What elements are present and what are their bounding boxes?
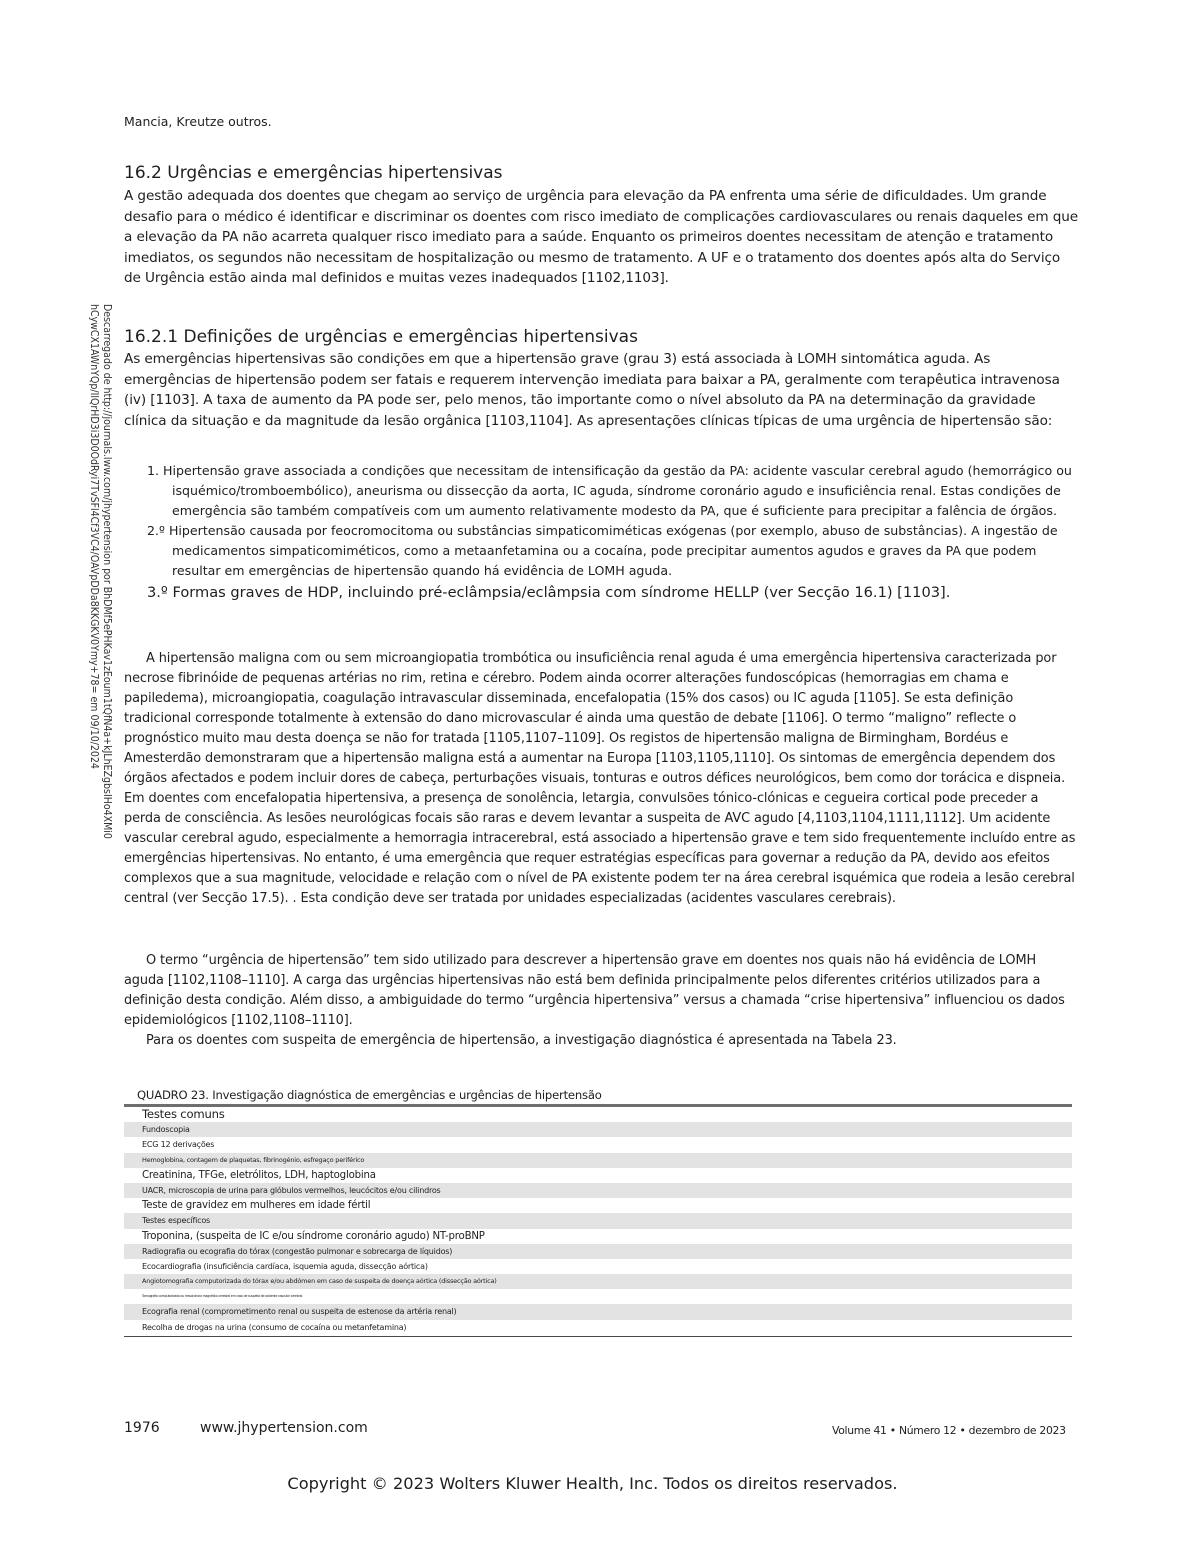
table-row: Ecocardiografia (insuficiência cardíaca, isquemia aguda, dissecção aórtica) [124, 1259, 1072, 1274]
page-number: 1976 [124, 1420, 160, 1436]
table-row: Testes específicos [124, 1213, 1072, 1228]
paragraph-diagnostic-reference: Para os doentes com suspeita de emergência de hipertensão, a investigação diagnóstica é apresentada na Tabela 23. [146, 1033, 897, 1048]
list-item: 3.º Formas graves de HDP, incluindo pré-eclâmpsia/eclâmpsia com síndrome HELLP (ver Secção 16.1) [1103]. [147, 584, 951, 601]
table-row: Recolha de drogas na urina (consumo de cocaína ou metanfetamina) [124, 1320, 1072, 1335]
diagnostic-table [124, 1104, 1072, 1337]
section-16-2-1-text: As emergências hipertensivas são condições em que a hipertensão grave (grau 3) está associada à LOMH sintomática aguda. As emergências de hipertensão podem ser fatais e requerem intervenção imediata para baixar a PA, geralmente com terapêutica intravenosa (iv) [1103]. A taxa de aumento da PA pode ser, pelo menos, tão importante como o nível absoluto da PA na determinação da gravidade clínica da situação e da magnitude da lesão orgânica [1103,1104]. As apresentações clínicas típicas de uma urgência de hipertensão são: [124, 351, 1060, 429]
list-item: 2.º Hipertensão causada por feocromocitoma ou substâncias simpaticomiméticas exógenas (por exemplo, abuso de substâncias). A ingestão de medicamentos simpaticomiméticos, como a metaanfetamina ou a cocaína, pode precipitar aumentos agudos e graves da PA que podem resultar em emergências de hipertensão quando há evidência de LOMH aguda. [147, 523, 1058, 578]
table-title: QUADRO 23. Investigação diagnóstica de emergências e urgências de hipertensão [137, 1088, 602, 1102]
table-row: Radiografia ou ecografia do tórax (congestão pulmonar e sobrecarga de líquidos) [124, 1244, 1072, 1259]
paragraph-malignant-hypertension: A hipertensão maligna com ou sem microangiopatia trombótica ou insuficiência renal aguda é uma emergência hipertensiva caracterizada por necrose fibrinóide de pequenas artérias no rim, retina e cérebro. Podem ainda ocorrer alterações fundoscópicas (hemorragias em chama e papiledema), microangiopatia, coagulação intravascular disseminada, encefalopatia (15% dos casos) ou IC aguda [1105]. Se esta definição tradicional corresponde totalmente à extensão do dano microvascular é ainda uma questão de debate [1106]. O termo “maligno” reflecte o prognóstico muito mau desta doença se não for tratada [1105,1107–1109]. Os registos de hipertensão maligna de Birmingham, Bordéus e Amesterdão demonstraram que a hipertensão maligna está a aumentar na Europa [1103,1105,1110]. Os sintomas de emergência dependem dos órgãos afectados e podem incluir dores de cabeça, perturbações visuais, tonturas e outros défices neurológicos, bem como dor torácica e dispneia. Em doentes com encefalopatia hipertensiva, a presença de sonolência, letargia, convulsões tónico-clónicas e cegueira cortical pode preceder a perda de consciência. As lesões neurológicas focais são raras e devem levantar a suspeita de AVC agudo [4,1103,1104,1111,1112]. Um acidente vascular cerebral agudo, especialmente a hemorragia intracerebral, está associado a hipertensão grave e tem sido frequentemente incluído entre as emergências hipertensivas. No entanto, é uma emergência que requer estratégias específicas para governar a redução da PA, devido aos efeitos complexos que a sua magnitude, velocidade e relação com o nível de PA existente podem ter na área cerebral isquémica que rodeia a lesão cerebral central (ver Secção 17.5). . Esta condição deve ser tratada por unidades especializadas (acidentes vasculares cerebrais). [124, 651, 1076, 906]
table-row: Testes comuns [124, 1107, 1072, 1122]
table-row: Creatinina, TFGe, eletrólitos, LDH, haptoglobina [124, 1168, 1072, 1183]
copyright-notice: Copyright © 2023 Wolters Kluwer Health, Inc. Todos os direitos reservados. [287, 1474, 898, 1493]
table-row: ECG 12 derivações [124, 1137, 1072, 1152]
table-row: Ecografia renal (comprometimento renal ou suspeita de estenose da artéria renal) [124, 1304, 1072, 1319]
table-row: Troponina, (suspeita de IC e/ou síndrome coronário agudo) NT-proBNP [124, 1229, 1072, 1244]
table-row: Fundoscopia [124, 1122, 1072, 1137]
presentation-list [147, 461, 1082, 604]
table-row: UACR, microscopia de urina para glóbulos vermelhos, leucócitos e/ou cilindros [124, 1183, 1072, 1198]
section-16-2-text: A gestão adequada dos doentes que chegam ao serviço de urgência para elevação da PA enfrenta uma série de dificuldades. Um grande desafio para o médico é identificar e discriminar os doentes com risco imediato de complicações cardiovasculares ou renais daqueles em que a elevação da PA não acarreta qualquer risco imediato para a saúde. Enquanto os primeiros doentes necessitam de atenção e tratamento imediatos, os segundos não necessitam de hospitalização ou mesmo de tratamento. A UF e o tratamento dos doentes após alta do Serviço de Urgência estão ainda mal definidos e muitas vezes inadequados [1102,1103]. [124, 188, 1078, 286]
download-note-line-1: Descarregado de http://journals.lww.com/jhypertension por BhDMf5ePHKav1zEoum1tQfN4a+kJLhEZgbsIHo4XMi0 [101, 304, 113, 839]
journal-url: www.jhypertension.com [200, 1420, 368, 1436]
download-note [87, 304, 113, 839]
table-row: Hemoglobina, contagem de plaquetas, fibrinogénio, esfregaço periférico [124, 1153, 1072, 1168]
running-header-authors: Mancia, Kreutze outros. [124, 114, 272, 129]
list-item: 1. Hipertensão grave associada a condições que necessitam de intensificação da gestão da PA: acidente vascular cerebral agudo (hemorrágico ou isquémico/tromboembólico), aneurisma ou dissecção da aorta, IC aguda, síndrome coronário agudo e insuficiência renal. Estas condições de emergência são também compatíveis com um aumento relativamente modesto da PA, que é suficiente para precipitar a falência de órgãos. [147, 463, 1072, 518]
section-heading-16-2-1: 16.2.1 Definições de urgências e emergências hipertensivas [124, 327, 638, 347]
paragraph-hypertension-urgency: O termo “urgência de hipertensão” tem sido utilizado para descrever a hipertensão grave em doentes nos quais não há evidência de LOMH aguda [1102,1108–1110]. A carga das urgências hipertensivas não está bem definida principalmente pelos diferentes critérios utilizados para a definição desta condição. Além disso, a ambiguidade do termo “urgência hipertensiva” versus a chamada “crise hipertensiva” influenciou os dados epidemiológicos [1102,1108–1110]. [124, 953, 1065, 1028]
table-bottom-rule [124, 1336, 1072, 1338]
section-heading-16-2: 16.2 Urgências e emergências hipertensivas [124, 163, 503, 183]
table-row: Teste de gravidez em mulheres em idade fértil [124, 1198, 1072, 1213]
download-note-line-2: hCywCX1AWnYQp/IlQrHD3i3D0OdRyi7TvSFl4Cf3VC4/OAVpDDa8KKGKV0Ymy+78= em 09/10/2024 [88, 304, 100, 769]
table-row: Tomografia computorizada ou ressonância magnética cerebral em caso de suspeita de acidente vascular cerebral [124, 1289, 1072, 1304]
table-row: Angiotomografia computorizada do tórax e/ou abdómen em caso de suspeita de doença aórtica (dissecção aórtica) [124, 1274, 1072, 1289]
volume-info: Volume 41 • Número 12 • dezembro de 2023 [832, 1424, 1066, 1437]
